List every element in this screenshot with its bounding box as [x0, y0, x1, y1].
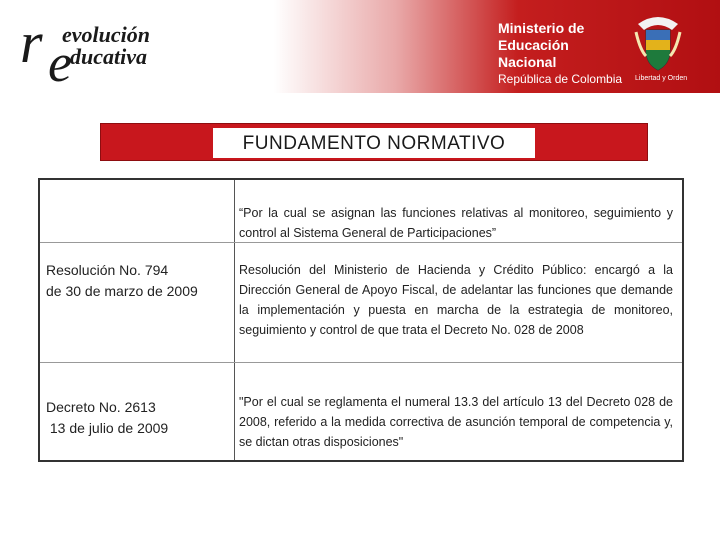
- ministry-line1: Ministerio de: [498, 20, 585, 36]
- logo-letter-r: r: [20, 10, 43, 75]
- colombia-coat-of-arms-icon: [632, 10, 684, 78]
- row-2-date: de 30 de marzo de 2009: [46, 283, 198, 299]
- table-row-3-left: [46, 397, 168, 439]
- ministry-line2: Educación Nacional: [498, 37, 569, 70]
- revolucion-educativa-logo: [18, 10, 188, 93]
- title-bar: [100, 123, 648, 161]
- logo-text-line1: evolución: [62, 22, 150, 47]
- table-row-2-left: [46, 260, 198, 302]
- ministry-name: [498, 20, 628, 87]
- logo-text-line2: ducativa: [70, 44, 147, 69]
- table-row-3-description: "Por el cual se reglamenta el numeral 13.3 del artículo 13 del Decreto 028 de 2008, referido a la medida correctiva de asunción temporal de competencia y, se dictan otras disposiciones": [239, 395, 673, 449]
- page-title: FUNDAMENTO NORMATIVO: [242, 133, 506, 154]
- row-2-title: Resolución No. 794: [46, 262, 169, 278]
- ministry-line3: República de Colombia: [498, 72, 623, 86]
- column-divider: [234, 180, 235, 460]
- row-3-title: Decreto No. 2613: [46, 399, 156, 415]
- regulation-table: [38, 178, 684, 462]
- motto-text: Libertad y Orden: [635, 75, 688, 82]
- logo-letter-e: e: [48, 33, 72, 93]
- table-row-1-description: “Por la cual se asignan las funciones relativas al monitoreo, seguimiento y control al Sistema General de Participaciones”: [239, 206, 673, 240]
- row-3-date: 13 de julio de 2009: [46, 420, 169, 436]
- table-row-2-description: Resolución del Ministerio de Hacienda y Crédito Público: encargó a la Dirección General de Apoyo Fiscal, de adelantar las funciones que demande la implementación y puesta en marcha de la estrategia de monitoreo, seguimiento y control de que trata el Decreto No. 028 de 2008: [239, 263, 673, 337]
- header-banner: [0, 0, 720, 93]
- row-divider: [40, 362, 682, 363]
